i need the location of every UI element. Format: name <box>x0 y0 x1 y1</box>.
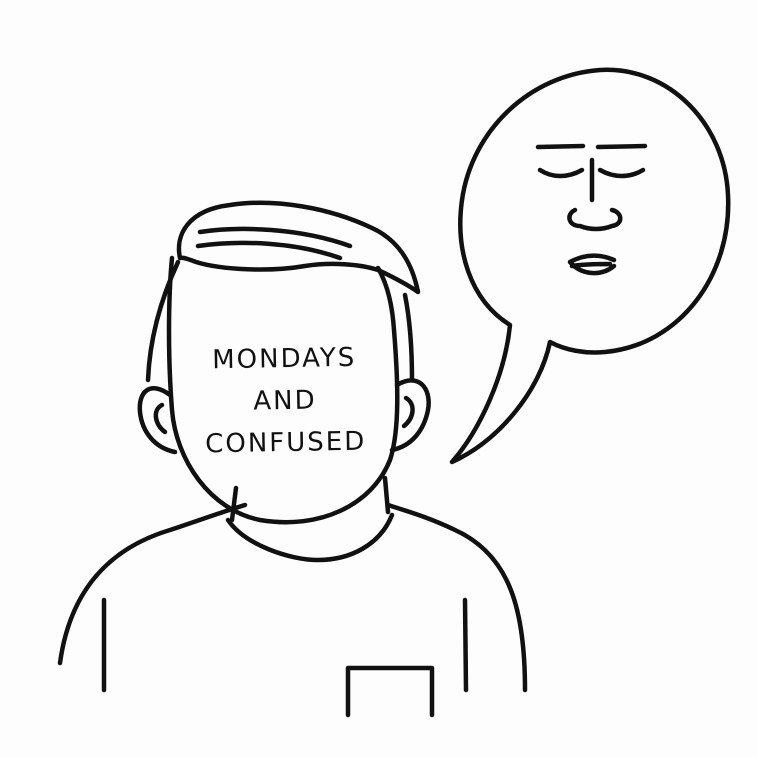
left-eyebrow <box>538 146 583 147</box>
caption-line-3: CONFUSED <box>204 426 367 460</box>
face-caption <box>189 336 381 465</box>
caption-line-1: MONDAYS <box>211 342 357 376</box>
right-sleeve-seam <box>465 600 466 690</box>
right-eyebrow <box>598 146 645 147</box>
right-closed-eye <box>600 170 643 176</box>
caption-line-2: AND <box>253 385 317 417</box>
right-ear-inner <box>404 398 413 426</box>
left-closed-eye <box>540 170 582 176</box>
hair-side-right <box>405 295 412 380</box>
lips <box>570 256 614 273</box>
hair-side-left <box>148 262 178 380</box>
left-ear-inner <box>156 405 165 432</box>
hair-strand-2 <box>198 243 340 258</box>
neck <box>232 478 388 520</box>
torso-outline <box>60 505 525 690</box>
shirt-pocket <box>348 668 432 715</box>
